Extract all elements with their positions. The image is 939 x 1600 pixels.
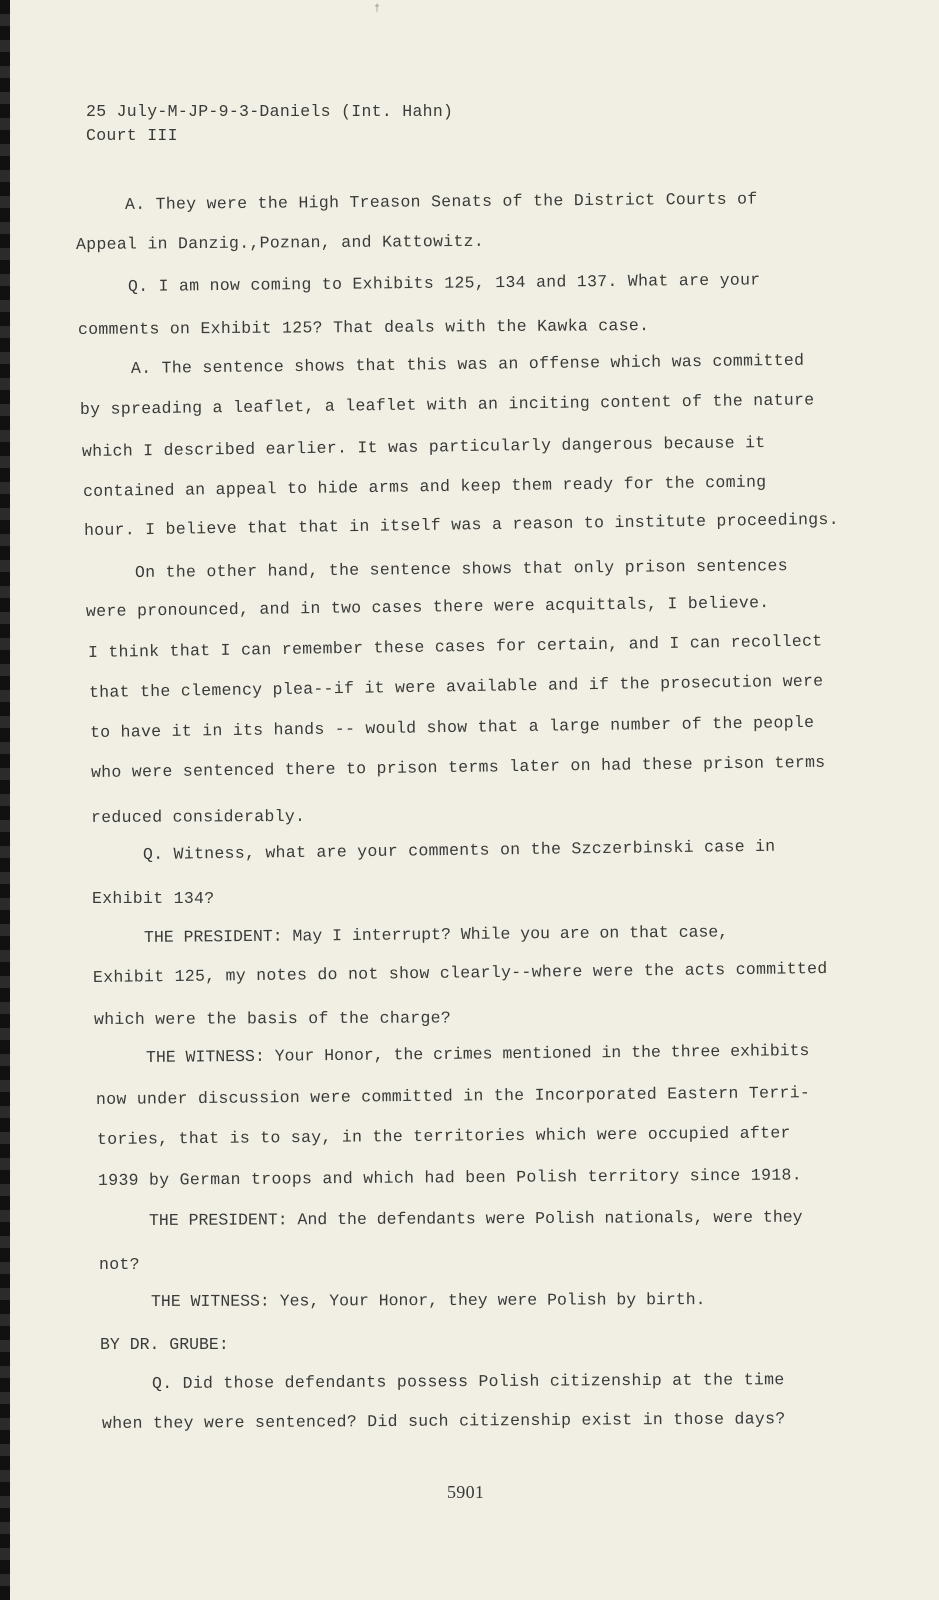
transcript-line: THE WITNESS: Your Honor, the crimes mentioned in the three exhibits bbox=[145, 1041, 810, 1067]
top-mark: † bbox=[374, 4, 381, 15]
transcript-line: Q. Witness, what are your comments on the Szczerbinski case in bbox=[142, 836, 776, 864]
transcript-line: I think that I can remember these cases for certain, and I can recollect bbox=[87, 631, 823, 662]
transcript-line: Exhibit 125, my notes do not show clearly--where were the acts committed bbox=[92, 959, 828, 987]
document-header bbox=[86, 100, 453, 148]
transcript-line: Q. I am now coming to Exhibits 125, 134 and 137. What are your bbox=[127, 270, 761, 296]
transcript-line: not? bbox=[99, 1255, 140, 1274]
transcript-line: that the clemency plea--if it were available and if the prosecution were bbox=[88, 671, 824, 702]
binding-edge bbox=[0, 0, 10, 1600]
transcript-line: reduced considerably. bbox=[90, 806, 306, 827]
transcript-line: when they were sentenced? Did such citizenship exist in those days? bbox=[101, 1409, 786, 1433]
transcript-line: Q. Did those defendants possess Polish citizenship at the time bbox=[151, 1370, 785, 1393]
transcript-line: Exhibit 134? bbox=[92, 889, 215, 908]
transcript-line: to have it in its hands -- would show that a large number of the people bbox=[89, 712, 815, 742]
transcript-line: which I described earlier. It was particularly dangerous because it bbox=[81, 433, 766, 461]
page-number: 5901 bbox=[447, 1482, 485, 1502]
transcript-line: comments on Exhibit 125? That deals with the Kawka case. bbox=[77, 316, 650, 339]
transcript-line: THE WITNESS: Yes, Your Honor, they were Polish by birth. bbox=[150, 1290, 706, 1311]
transcript-line: hour. I believe that that in itself was a reason to institute proceedings. bbox=[83, 509, 839, 540]
header-line-2: Court III bbox=[86, 126, 178, 145]
transcript-line: which were the basis of the charge? bbox=[93, 1008, 452, 1029]
transcript-line: THE PRESIDENT: May I interrupt? While you are on that case, bbox=[143, 922, 729, 947]
transcript-line: tories, that is to say, in the territories which were occupied after bbox=[96, 1123, 791, 1149]
transcript-line: were pronounced, and in two cases there were acquittals, I believe. bbox=[85, 593, 770, 621]
transcript-line: A. They were the High Treason Senats of the District Courts of bbox=[124, 189, 758, 214]
transcript-line: who were sentenced there to prison terms later on had these prison terms bbox=[90, 752, 826, 782]
header-line-1: 25 July-M-JP-9-3-Daniels (Int. Hahn) bbox=[86, 102, 454, 121]
transcript-line: contained an appeal to hide arms and keep them ready for the coming bbox=[82, 472, 767, 501]
transcript-line: BY DR. GRUBE: bbox=[100, 1335, 229, 1354]
transcript-line: 1939 by German troops and which had been Polish territory since 1918. bbox=[97, 1165, 802, 1190]
transcript-line: THE PRESIDENT: And the defendants were Polish nationals, were they bbox=[148, 1207, 803, 1230]
document-page bbox=[10, 0, 939, 1600]
transcript-line: now under discussion were committed in the Incorporated Eastern Terri- bbox=[95, 1083, 811, 1109]
transcript-line: On the other hand, the sentence shows that only prison sentences bbox=[134, 556, 788, 582]
transcript-line: Appeal in Danzig.,Poznan, and Kattowitz. bbox=[75, 231, 485, 254]
transcript-line: A. The sentence shows that this was an offense which was committed bbox=[130, 350, 805, 378]
transcript-line: by spreading a leaflet, a leaflet with an inciting content of the nature bbox=[79, 390, 815, 419]
